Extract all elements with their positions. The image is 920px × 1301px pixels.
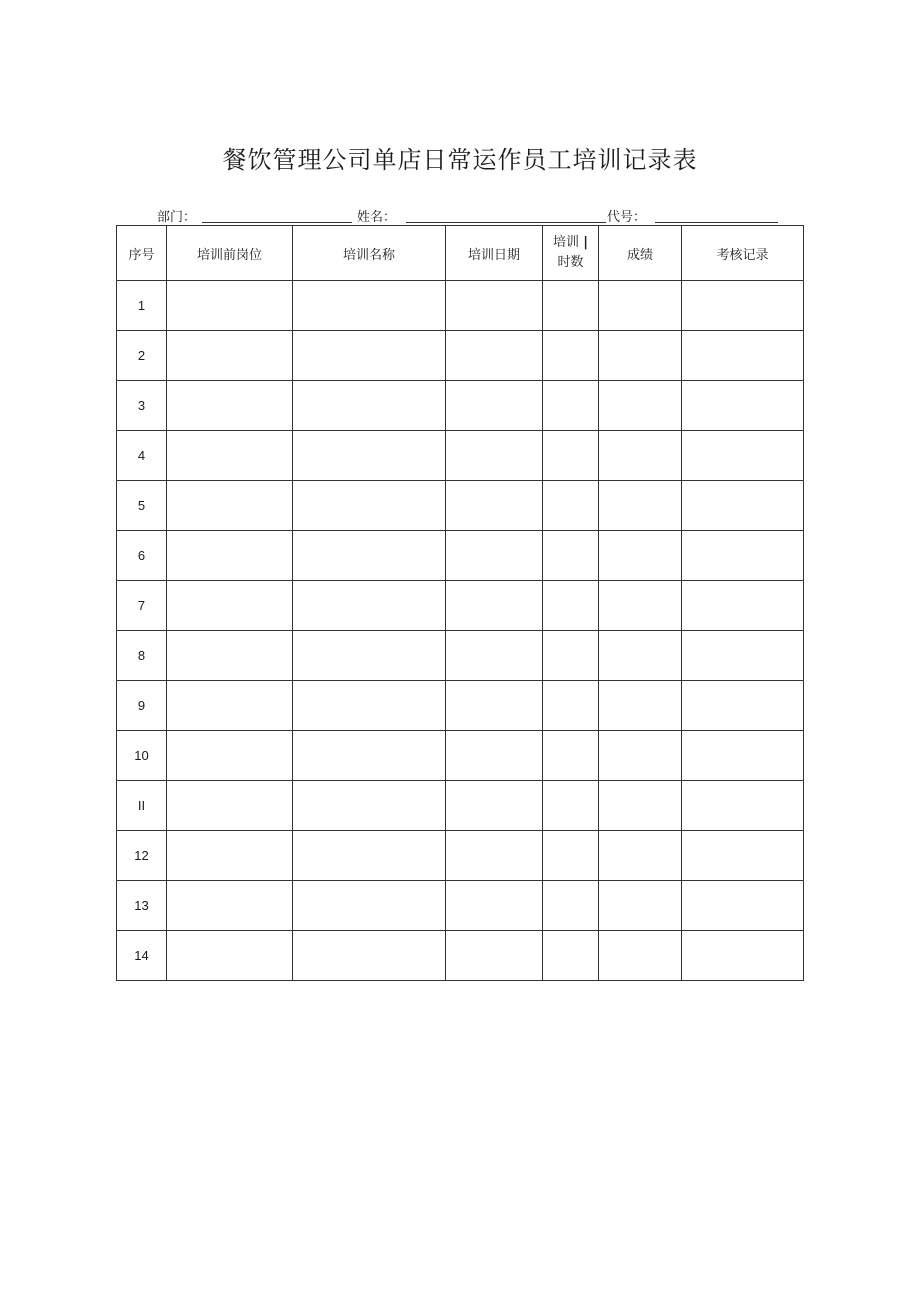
header-hours-bar: | bbox=[583, 235, 588, 250]
prior-position-cell[interactable] bbox=[167, 531, 293, 581]
score-cell[interactable] bbox=[599, 731, 682, 781]
row-seq: II bbox=[117, 781, 167, 831]
name-field[interactable] bbox=[406, 222, 606, 223]
score-cell[interactable] bbox=[599, 481, 682, 531]
assessment-record-cell[interactable] bbox=[682, 431, 804, 481]
training-name-cell[interactable] bbox=[293, 531, 446, 581]
prior-position-cell[interactable] bbox=[167, 881, 293, 931]
prior-position-cell[interactable] bbox=[167, 831, 293, 881]
header-training-hours bbox=[543, 226, 599, 281]
score-cell[interactable] bbox=[599, 931, 682, 981]
prior-position-cell[interactable] bbox=[167, 681, 293, 731]
assessment-record-cell[interactable] bbox=[682, 681, 804, 731]
header-training-name: 培训名称 bbox=[293, 226, 446, 281]
table-row bbox=[117, 581, 804, 631]
table-row bbox=[117, 431, 804, 481]
header-hours-text1: 培训 bbox=[553, 235, 580, 250]
assessment-record-cell[interactable] bbox=[682, 331, 804, 381]
assessment-record-cell[interactable] bbox=[682, 481, 804, 531]
training-name-cell[interactable] bbox=[293, 281, 446, 331]
training-name-cell[interactable] bbox=[293, 631, 446, 681]
prior-position-cell[interactable] bbox=[167, 281, 293, 331]
training-name-cell[interactable] bbox=[293, 431, 446, 481]
department-field[interactable] bbox=[202, 222, 352, 223]
header-hours-line1 bbox=[543, 233, 598, 253]
score-cell[interactable] bbox=[599, 381, 682, 431]
table-row bbox=[117, 381, 804, 431]
table-row bbox=[117, 531, 804, 581]
score-cell[interactable] bbox=[599, 531, 682, 581]
header-seq: 序号 bbox=[117, 226, 167, 281]
assessment-record-cell[interactable] bbox=[682, 281, 804, 331]
row-seq: 6 bbox=[117, 531, 167, 581]
training-date-cell[interactable] bbox=[446, 731, 543, 781]
training-date-cell[interactable] bbox=[446, 331, 543, 381]
training-name-cell[interactable] bbox=[293, 581, 446, 631]
training-hours-cell[interactable] bbox=[543, 831, 599, 881]
training-name-cell[interactable] bbox=[293, 381, 446, 431]
training-hours-cell[interactable] bbox=[543, 381, 599, 431]
table-row bbox=[117, 831, 804, 881]
training-date-cell[interactable] bbox=[446, 531, 543, 581]
row-seq: 10 bbox=[117, 731, 167, 781]
prior-position-cell[interactable] bbox=[167, 781, 293, 831]
prior-position-cell[interactable] bbox=[167, 581, 293, 631]
training-name-cell[interactable] bbox=[293, 881, 446, 931]
assessment-record-cell[interactable] bbox=[682, 531, 804, 581]
table-row bbox=[117, 331, 804, 381]
prior-position-cell[interactable] bbox=[167, 331, 293, 381]
training-name-cell[interactable] bbox=[293, 681, 446, 731]
training-name-cell[interactable] bbox=[293, 781, 446, 831]
training-date-cell[interactable] bbox=[446, 681, 543, 731]
row-seq: 7 bbox=[117, 581, 167, 631]
row-seq: 14 bbox=[117, 931, 167, 981]
training-date-cell[interactable] bbox=[446, 631, 543, 681]
row-seq: 1 bbox=[117, 281, 167, 331]
training-date-cell[interactable] bbox=[446, 431, 543, 481]
training-name-cell[interactable] bbox=[293, 481, 446, 531]
row-seq: 13 bbox=[117, 881, 167, 931]
training-hours-cell[interactable] bbox=[543, 781, 599, 831]
table-row bbox=[117, 681, 804, 731]
score-cell[interactable] bbox=[599, 781, 682, 831]
assessment-record-cell[interactable] bbox=[682, 881, 804, 931]
table-row bbox=[117, 731, 804, 781]
score-cell[interactable] bbox=[599, 581, 682, 631]
training-name-cell[interactable] bbox=[293, 831, 446, 881]
name-label: 姓名： bbox=[357, 210, 397, 225]
table-row bbox=[117, 631, 804, 681]
training-hours-cell[interactable] bbox=[543, 681, 599, 731]
training-hours-cell[interactable] bbox=[543, 281, 599, 331]
training-record-table bbox=[116, 225, 804, 981]
header-row bbox=[117, 226, 804, 281]
training-hours-cell[interactable] bbox=[543, 481, 599, 531]
score-cell[interactable] bbox=[599, 881, 682, 931]
training-hours-cell[interactable] bbox=[543, 631, 599, 681]
prior-position-cell[interactable] bbox=[167, 381, 293, 431]
training-date-cell[interactable] bbox=[446, 881, 543, 931]
row-seq: 2 bbox=[117, 331, 167, 381]
score-cell[interactable] bbox=[599, 831, 682, 881]
assessment-record-cell[interactable] bbox=[682, 381, 804, 431]
header-assessment-record: 考核记录 bbox=[682, 226, 804, 281]
row-seq: 8 bbox=[117, 631, 167, 681]
assessment-record-cell[interactable] bbox=[682, 781, 804, 831]
prior-position-cell[interactable] bbox=[167, 481, 293, 531]
training-hours-cell[interactable] bbox=[543, 531, 599, 581]
prior-position-cell[interactable] bbox=[167, 431, 293, 481]
score-cell[interactable] bbox=[599, 281, 682, 331]
training-date-cell[interactable] bbox=[446, 281, 543, 331]
training-date-cell[interactable] bbox=[446, 481, 543, 531]
training-name-cell[interactable] bbox=[293, 331, 446, 381]
table-row bbox=[117, 481, 804, 531]
score-cell[interactable] bbox=[599, 331, 682, 381]
score-cell[interactable] bbox=[599, 631, 682, 681]
table-row bbox=[117, 281, 804, 331]
score-cell[interactable] bbox=[599, 431, 682, 481]
table-row bbox=[117, 931, 804, 981]
training-hours-cell[interactable] bbox=[543, 881, 599, 931]
training-hours-cell[interactable] bbox=[543, 331, 599, 381]
training-hours-cell[interactable] bbox=[543, 581, 599, 631]
training-name-cell[interactable] bbox=[293, 931, 446, 981]
training-date-cell[interactable] bbox=[446, 381, 543, 431]
header-score: 成绩 bbox=[599, 226, 682, 281]
prior-position-cell[interactable] bbox=[167, 731, 293, 781]
header-hours-line2: 时数 bbox=[557, 255, 584, 270]
page-title: 餐饮管理公司单店日常运作员工培训记录表 bbox=[222, 146, 698, 174]
row-seq: 3 bbox=[117, 381, 167, 431]
department-label: 部门： bbox=[157, 210, 197, 225]
training-date-cell[interactable] bbox=[446, 781, 543, 831]
prior-position-cell[interactable] bbox=[167, 931, 293, 981]
prior-position-cell[interactable] bbox=[167, 631, 293, 681]
training-hours-cell[interactable] bbox=[543, 431, 599, 481]
row-seq: 12 bbox=[117, 831, 167, 881]
training-hours-cell[interactable] bbox=[543, 731, 599, 781]
assessment-record-cell[interactable] bbox=[682, 931, 804, 981]
training-date-cell[interactable] bbox=[446, 831, 543, 881]
training-date-cell[interactable] bbox=[446, 931, 543, 981]
table-row bbox=[117, 881, 804, 931]
table-row bbox=[117, 781, 804, 831]
score-cell[interactable] bbox=[599, 681, 682, 731]
row-seq: 4 bbox=[117, 431, 167, 481]
assessment-record-cell[interactable] bbox=[682, 831, 804, 881]
code-field[interactable] bbox=[655, 222, 778, 223]
row-seq: 9 bbox=[117, 681, 167, 731]
row-seq: 5 bbox=[117, 481, 167, 531]
assessment-record-cell[interactable] bbox=[682, 731, 804, 781]
info-line bbox=[0, 206, 920, 226]
assessment-record-cell[interactable] bbox=[682, 581, 804, 631]
header-training-date: 培训日期 bbox=[446, 226, 543, 281]
header-prior-position: 培训前岗位 bbox=[167, 226, 293, 281]
training-date-cell[interactable] bbox=[446, 581, 543, 631]
training-hours-cell[interactable] bbox=[543, 931, 599, 981]
training-name-cell[interactable] bbox=[293, 731, 446, 781]
assessment-record-cell[interactable] bbox=[682, 631, 804, 681]
code-label: 代号： bbox=[607, 210, 647, 225]
